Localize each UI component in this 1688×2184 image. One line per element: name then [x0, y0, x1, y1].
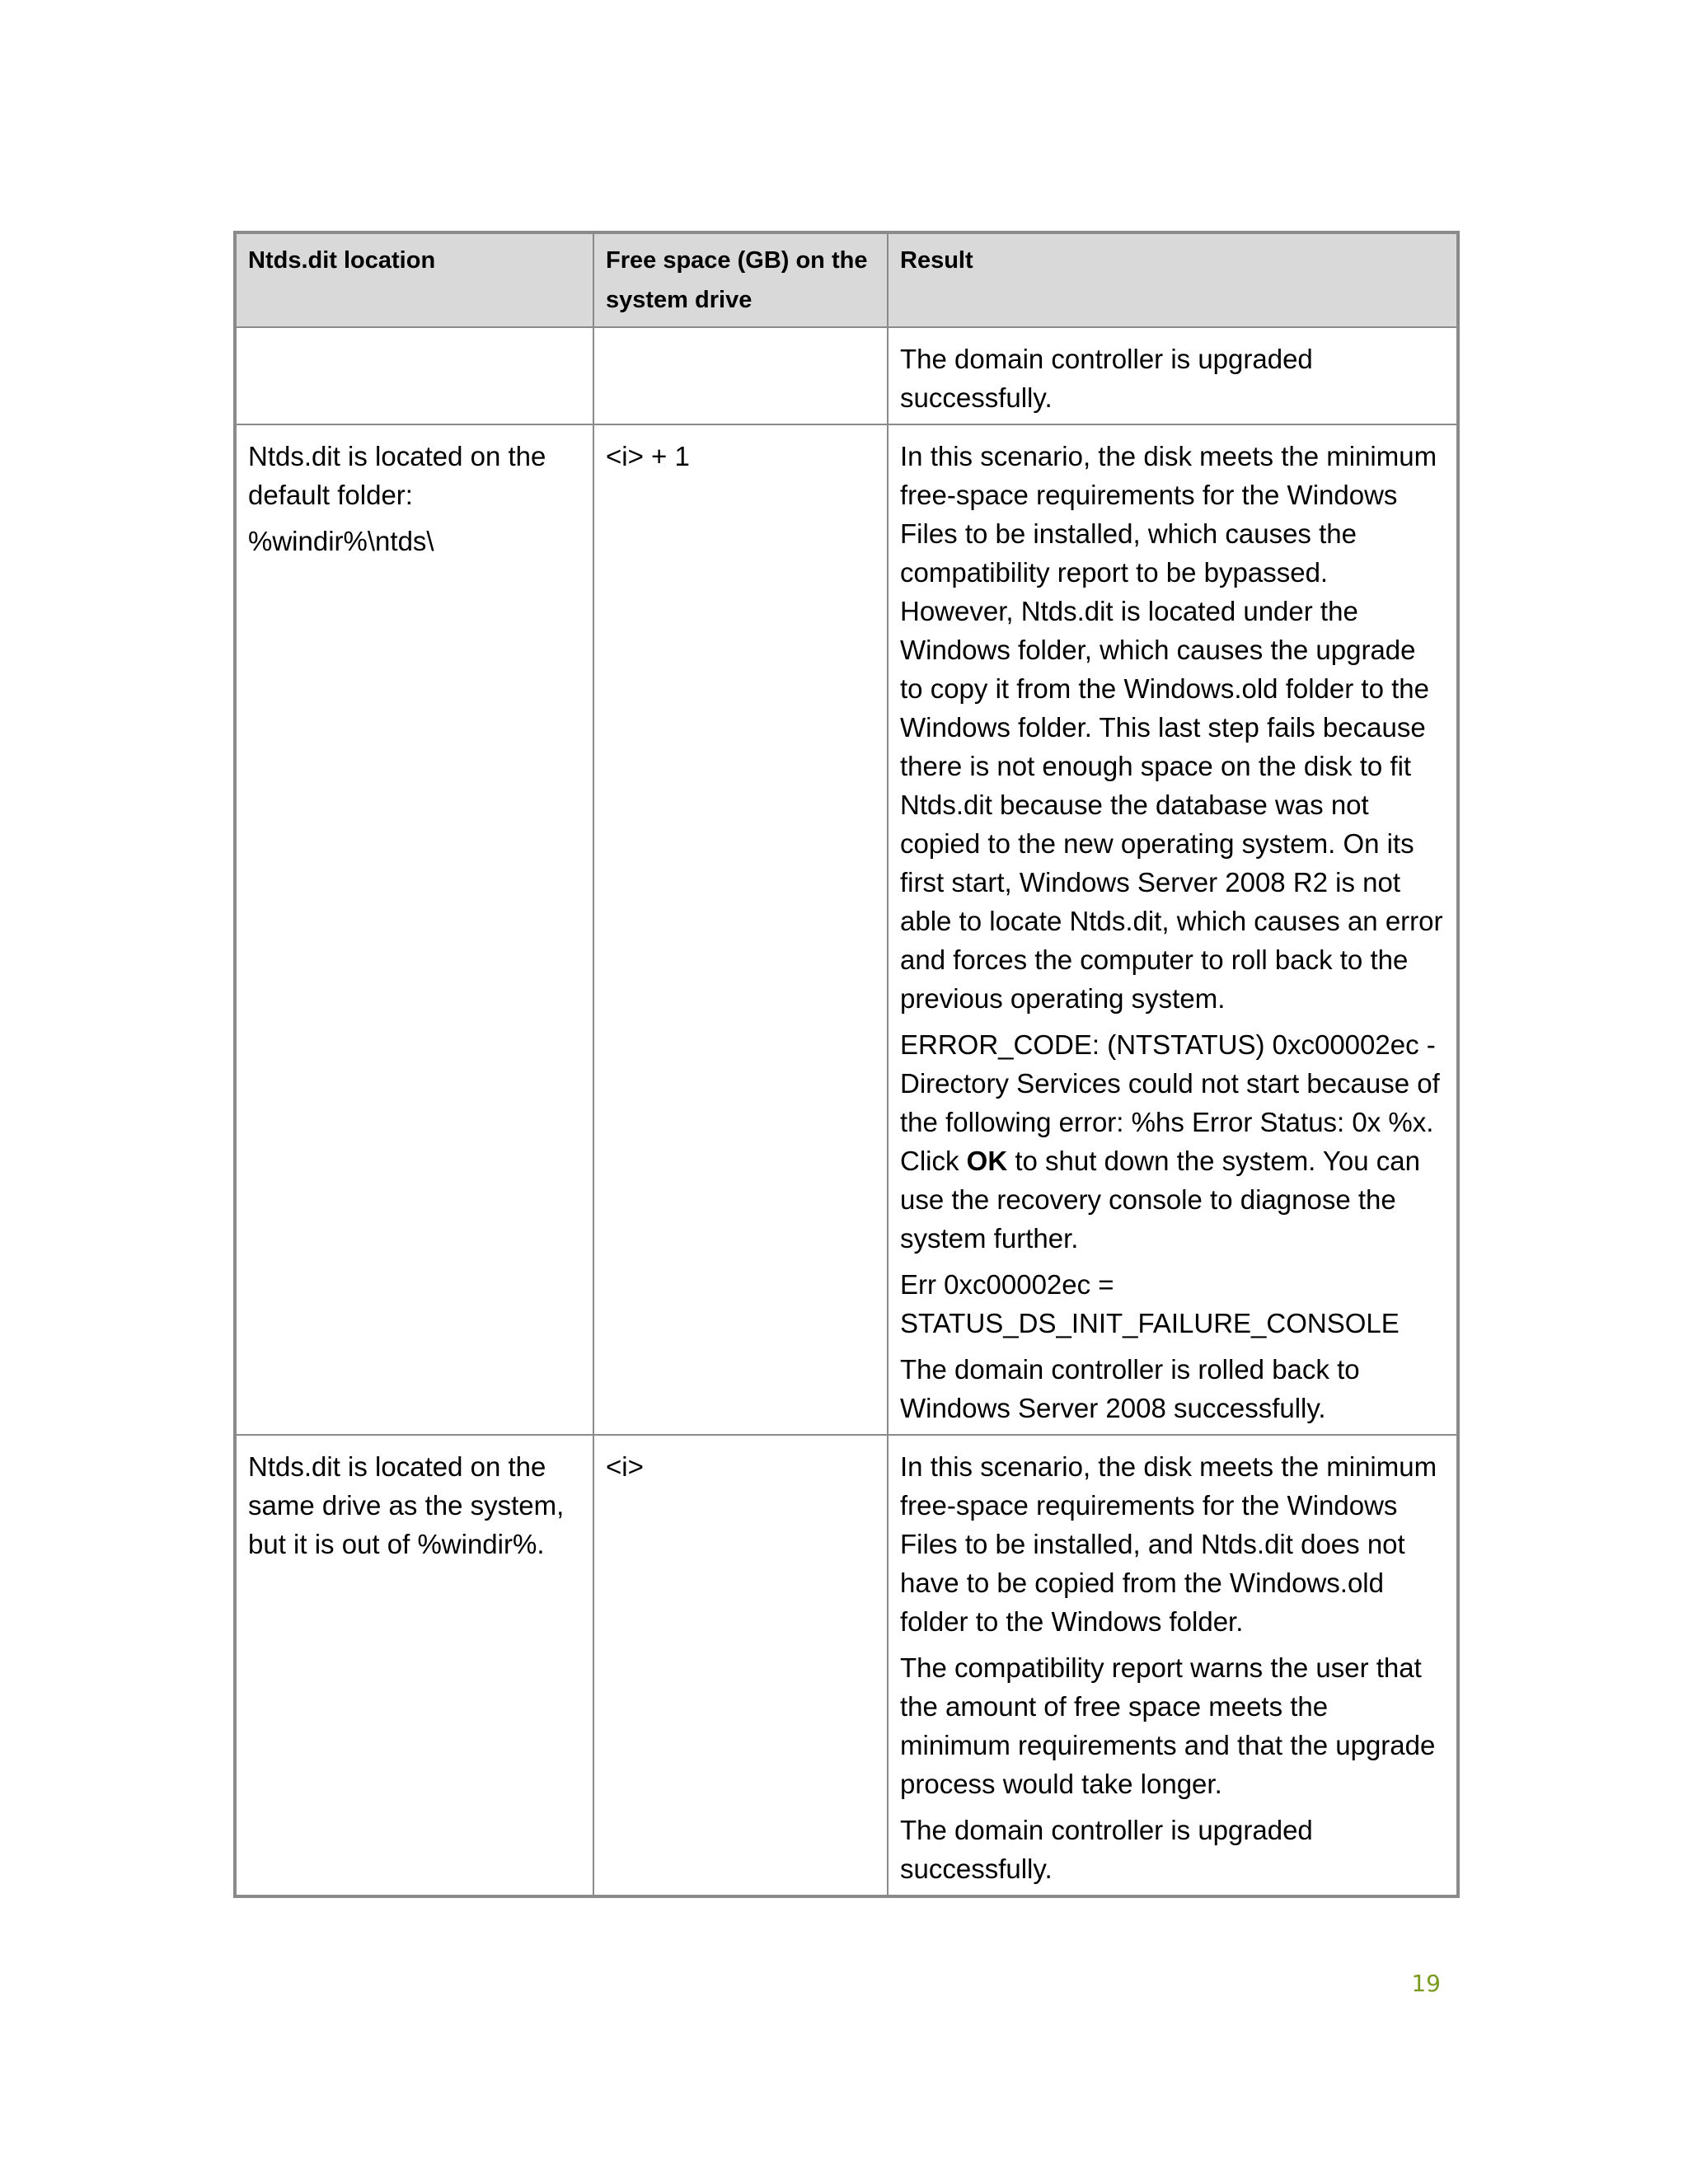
header-result: Result: [888, 232, 1458, 327]
result-paragraph: The compatibility report warns the user that the amount of free space meets the minimum requirements and that the upgrade process would take longer.: [900, 1652, 1436, 1799]
cell-free-space: <i>: [593, 1435, 888, 1896]
cell-free-space: <i> + 1: [593, 424, 888, 1435]
location-path: %windir%\ntds\: [248, 526, 434, 556]
result-paragraph: The domain controller is upgraded successfully.: [900, 1815, 1313, 1884]
cell-result: [888, 424, 1458, 1435]
header-free-space: Free space (GB) on the system drive: [593, 232, 888, 327]
table-row: [235, 424, 1458, 1435]
result-paragraph: The domain controller is rolled back to Windows Server 2008 successfully.: [900, 1354, 1360, 1423]
cell-location: [235, 327, 593, 424]
cell-location: [235, 424, 593, 1435]
table-row: [235, 327, 1458, 424]
error-code-text-tail: to shut down the system. You can use the recovery console to diagnose the system further.: [900, 1146, 1420, 1254]
table-row: [235, 1435, 1458, 1896]
result-paragraph: The domain controller is upgraded successfully.: [900, 344, 1313, 413]
cell-result: [888, 327, 1458, 424]
location-paragraph: Ntds.dit is located on the same drive as the system, but it is out of %windir%.: [248, 1451, 565, 1559]
cell-location: [235, 1435, 593, 1896]
error-code-paragraph: [900, 1025, 1445, 1258]
cell-free-space: [593, 327, 888, 424]
table-header-row: [235, 232, 1458, 327]
error-status-paragraph: Err 0xc00002ec = STATUS_DS_INIT_FAILURE_CONSOLE: [900, 1269, 1400, 1338]
header-ntds-location: Ntds.dit location: [235, 232, 593, 327]
result-paragraph: In this scenario, the disk meets the minimum free-space requirements for the Windows Files to be installed, which causes the compatibility report to be bypassed. However, Ntds.dit is located under the Windows folder, which causes the upgrade to copy it from the Windows.old folder to the Windows folder. This last step fails because there is not enough space on the disk to fit Ntds.dit because the database was not copied to the new operating system. On its first start, Windows Server 2008 R2 is not able to locate Ntds.dit, which causes an error and forces the computer to roll back to the previous operating system.: [900, 441, 1443, 1014]
cell-result: [888, 1435, 1458, 1896]
error-code-text: ERROR_CODE: (NTSTATUS) 0xc00002ec - Directory Services could not start because of the following error: %hs Error Status: 0x %x. Click: [900, 1029, 1440, 1176]
ntds-free-space-table: [233, 231, 1460, 1898]
result-paragraph: In this scenario, the disk meets the minimum free-space requirements for the Windows Files to be installed, and Ntds.dit does not have to be copied from the Windows.old folder to the Windows folder.: [900, 1451, 1437, 1637]
ok-keyword: OK: [966, 1146, 1008, 1176]
location-paragraph: Ntds.dit is located on the default folder:: [248, 441, 546, 510]
page-number: 19: [1411, 1970, 1441, 1997]
